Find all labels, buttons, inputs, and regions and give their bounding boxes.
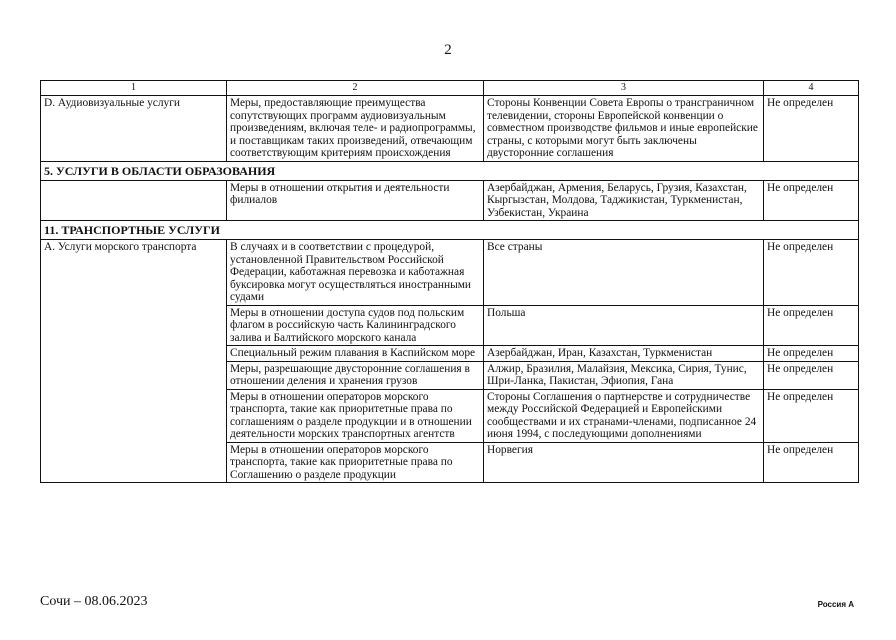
page-number: 2	[444, 42, 452, 58]
section-title: 11. ТРАНСПОРТНЫЕ УСЛУГИ	[41, 221, 859, 240]
measure-cell: Меры в отношении операторов морского транспорта, такие как приоритетные права по соглашениям о разделе продукции и в отношении деятельности морских транспортных агентств	[227, 389, 484, 442]
countries-cell: Стороны Конвенции Совета Европы о трансграничном телевидении, стороны Европейской конвенции о совместном производстве фильмов и иные европейские страны, с которыми могут быть заключены двусторонние соглашения	[484, 96, 764, 162]
countries-cell: Стороны Соглашения о партнерстве и сотрудничестве между Российской Федерацией и Европейскими сообществами и их странами-членами, подписанное 24 июня 1994, с последующими дополнениями	[484, 389, 764, 442]
measure-cell: В случаях и в соответствии с процедурой, установленной Правительством Российской Федерации, каботажная перевозка и каботажная буксировка могут осуществляться иностранными судами	[227, 240, 484, 306]
section-row	[41, 161, 859, 180]
column-header: 1	[41, 81, 227, 96]
exemptions-table	[40, 80, 859, 483]
table-row	[41, 240, 859, 306]
measure-cell: Меры в отношении доступа судов под польским флагом в российскую часть Калининградского залива и Балтийского морского канала	[227, 305, 484, 346]
table-row	[41, 96, 859, 162]
countries-cell: Азербайджан, Армения, Беларусь, Грузия, Казахстан, Кыргызстан, Молдова, Таджикистан, Туркменистан, Узбекистан, Украина	[484, 180, 764, 221]
measure-cell: Меры, разрешающие двусторонние соглашения в отношении деления и хранения грузов	[227, 361, 484, 389]
sector-cell	[41, 180, 227, 221]
column-header: 3	[484, 81, 764, 96]
duration-cell: Не определен	[764, 442, 859, 483]
column-header: 2	[227, 81, 484, 96]
duration-cell: Не определен	[764, 180, 859, 221]
footer-location-date: Сочи – 08.06.2023	[40, 594, 148, 609]
duration-cell: Не определен	[764, 96, 859, 162]
duration-cell: Не определен	[764, 389, 859, 442]
table-row	[41, 180, 859, 221]
duration-cell: Не определен	[764, 305, 859, 346]
sector-cell: D. Аудиовизуальные услуги	[41, 96, 227, 162]
duration-cell: Не определен	[764, 361, 859, 389]
countries-cell: Азербайджан, Иран, Казахстан, Туркменистан	[484, 346, 764, 362]
sector-cell: A. Услуги морского транспорта	[41, 240, 227, 483]
column-header: 4	[764, 81, 859, 96]
countries-cell: Алжир, Бразилия, Малайзия, Мексика, Сирия, Тунис, Шри-Ланка, Пакистан, Эфиопия, Гана	[484, 361, 764, 389]
footer-country-code: Россия А	[817, 600, 854, 609]
section-row	[41, 221, 859, 240]
measure-cell: Меры в отношении операторов морского транспорта, такие как приоритетные права по Соглашению о разделе продукции	[227, 442, 484, 483]
measure-cell: Меры в отношении открытия и деятельности филиалов	[227, 180, 484, 221]
countries-cell: Норвегия	[484, 442, 764, 483]
table-header-row	[41, 81, 859, 96]
duration-cell: Не определен	[764, 346, 859, 362]
section-title: 5. УСЛУГИ В ОБЛАСТИ ОБРАЗОВАНИЯ	[41, 161, 859, 180]
countries-cell: Польша	[484, 305, 764, 346]
measure-cell: Специальный режим плавания в Каспийском море	[227, 346, 484, 362]
countries-cell: Все страны	[484, 240, 764, 306]
duration-cell: Не определен	[764, 240, 859, 306]
measure-cell: Меры, предоставляющие преимущества сопутствующих программ аудиовизуальным произведениям, включая теле- и радиопрограммы, и поставщикам таких произведений, отвечающим соответствующим критериям происхождения	[227, 96, 484, 162]
